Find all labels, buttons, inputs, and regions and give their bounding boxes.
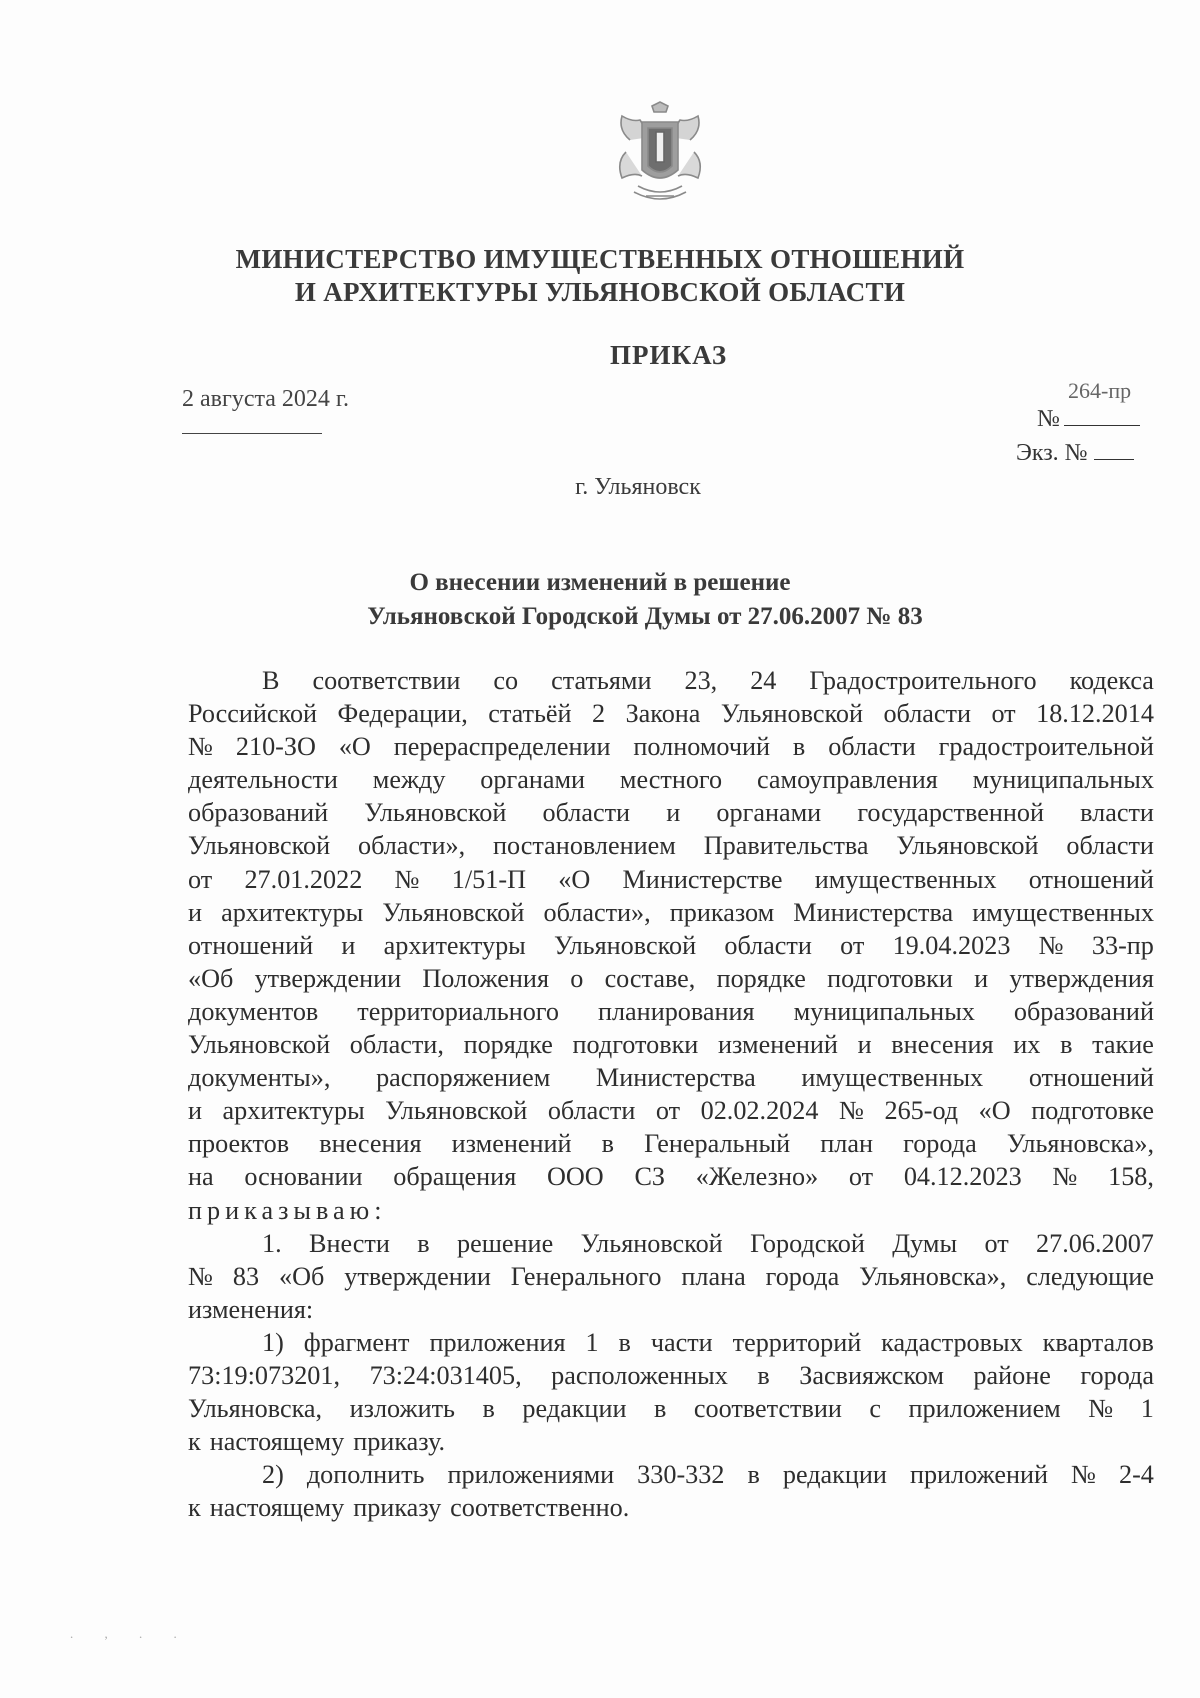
word: фрагмент <box>303 1327 410 1357</box>
word: «Об <box>279 1261 325 1291</box>
city-name: г. Ульяновск <box>575 474 701 500</box>
word: настоящему <box>209 1493 345 1523</box>
word: 158, <box>1108 1162 1154 1192</box>
word: план <box>820 1129 873 1159</box>
word: документы», <box>188 1063 331 1093</box>
word: 73:19:073201, <box>188 1360 341 1390</box>
word: муниципальных <box>793 996 975 1026</box>
word: районе <box>973 1360 1051 1390</box>
subitem-1-line <box>188 1392 1154 1425</box>
number-blank-line <box>1064 407 1140 426</box>
word: отношений <box>1028 1063 1154 1093</box>
word: обращения <box>393 1162 517 1192</box>
scan-specks: . , . . <box>70 1626 191 1641</box>
word: внесения <box>319 1129 422 1159</box>
word: на <box>188 1162 214 1192</box>
word: между <box>372 765 446 795</box>
preamble-line <box>188 896 1154 929</box>
preamble-line <box>188 863 1154 896</box>
word: порядке <box>716 963 806 993</box>
word: области <box>547 1096 636 1126</box>
word: Ульяновской <box>385 1096 528 1126</box>
word: 18.12.2014 <box>1036 699 1154 729</box>
word: с <box>869 1394 882 1424</box>
word: Ульяновска», <box>1006 1129 1154 1159</box>
word: изменений <box>718 1030 838 1060</box>
word: Ульяновской <box>188 1030 331 1060</box>
word: распоряжением <box>376 1063 551 1093</box>
word: планирования <box>597 996 755 1026</box>
word: Ульяновской <box>554 930 697 960</box>
word: в <box>417 1228 430 1258</box>
copy-number-field <box>1016 440 1134 467</box>
item-1-line <box>188 1260 1154 1293</box>
word: ООО <box>546 1162 604 1192</box>
word: города <box>1080 1360 1154 1390</box>
word: редакции <box>782 1460 887 1490</box>
word: приказом <box>669 897 775 927</box>
word: Засвияжском <box>799 1360 944 1390</box>
word: 1. <box>262 1228 282 1258</box>
word: следующие <box>1026 1261 1154 1291</box>
word: 83 <box>232 1261 260 1291</box>
word: порядке <box>463 1030 553 1060</box>
word: территориального <box>357 996 559 1026</box>
word: такие <box>1092 1030 1154 1060</box>
word: изменений <box>451 1129 572 1159</box>
word: и <box>188 897 203 927</box>
word: кварталов <box>1042 1327 1154 1357</box>
word: 04.12.2023 <box>903 1162 1022 1192</box>
word: Ульяновской <box>580 1228 723 1258</box>
word: Ульяновской <box>896 831 1039 861</box>
subitem-1-line <box>188 1326 1154 1359</box>
item-1-line <box>188 1227 1154 1260</box>
word: к <box>188 1427 201 1457</box>
word: СЗ <box>634 1162 666 1192</box>
word: их <box>1013 1030 1041 1060</box>
word: изменения: <box>188 1294 314 1324</box>
word: Российской <box>188 699 318 729</box>
word: 210-ЗО <box>235 732 316 762</box>
copy-number-blank-line <box>1094 441 1134 460</box>
word: о <box>570 963 584 993</box>
word: Ульяновской <box>364 798 507 828</box>
word: от <box>984 1228 1009 1258</box>
word: от <box>848 1162 874 1192</box>
word: Закона <box>625 699 701 729</box>
word: изложить <box>349 1394 455 1424</box>
word: в <box>482 1394 495 1424</box>
word: 33-пр <box>1091 930 1154 960</box>
word: 24 <box>750 666 777 695</box>
word: составе, <box>604 963 696 993</box>
word: № <box>1088 1394 1114 1424</box>
word: градостроительной <box>938 732 1154 762</box>
word: кадастровых <box>881 1327 1023 1357</box>
word: самоуправления <box>756 765 938 795</box>
preamble-line <box>188 1061 1154 1094</box>
word: и <box>857 1030 872 1060</box>
coat-of-arms-emblem <box>612 100 708 208</box>
word: органами <box>716 798 822 828</box>
word: приказу. <box>353 1427 446 1457</box>
document-date: 2 августа 2024 г. <box>182 386 350 412</box>
document-number: 264-пр <box>1068 378 1132 403</box>
word: статьями <box>551 666 652 695</box>
preamble-line <box>188 664 1154 697</box>
preamble-line <box>188 1028 1154 1061</box>
word: «Железно» <box>695 1162 819 1192</box>
date-underline <box>182 433 322 434</box>
preamble-line <box>188 796 1154 829</box>
subject-line1: О внесении изменений в решение <box>409 569 791 596</box>
word: деятельности <box>188 765 338 795</box>
word: Министерстве <box>622 864 783 894</box>
word: Ульяновской <box>720 699 863 729</box>
item-1-line <box>188 1293 1154 1326</box>
word: 1 <box>1140 1394 1154 1424</box>
word: В <box>262 666 280 695</box>
word: настоящему <box>209 1427 345 1457</box>
word: Ульяновска, <box>188 1394 323 1424</box>
word: редакции <box>522 1394 627 1424</box>
subject-line2: Ульяновской Городской Думы от 27.06.2007 № 83 <box>367 603 923 630</box>
word: кодекса <box>1069 666 1154 695</box>
word: 19.04.2023 <box>892 930 1011 960</box>
word: отношений <box>188 930 314 960</box>
word: Думы <box>892 1228 958 1258</box>
word: архитектуры <box>222 1096 365 1126</box>
word: основании <box>244 1162 363 1192</box>
word: Градостроительного <box>809 666 1037 695</box>
order-word-line <box>188 1194 1154 1227</box>
word: № <box>838 1096 864 1126</box>
word: 27.01.2022 <box>244 864 363 894</box>
word: статьёй <box>488 699 572 729</box>
word: проектов <box>188 1129 290 1159</box>
word: № <box>394 864 420 894</box>
word: образований <box>188 798 329 828</box>
word: 2 <box>592 699 606 729</box>
word: от <box>655 1096 681 1126</box>
word: полномочий <box>633 732 771 762</box>
word: территорий <box>732 1327 862 1357</box>
word: расположенных <box>551 1360 728 1390</box>
word: власти <box>1080 798 1154 828</box>
order-word: приказываю: <box>188 1195 387 1225</box>
city-line <box>0 474 1200 501</box>
word: № <box>188 1261 213 1291</box>
preamble-line <box>188 697 1154 730</box>
word: 02.02.2024 <box>700 1096 819 1126</box>
word: утверждения <box>1009 963 1154 993</box>
word: отношений <box>1028 864 1154 894</box>
document-subject <box>0 566 1200 634</box>
preamble-line <box>188 730 1154 763</box>
word: 2-4 <box>1118 1460 1154 1490</box>
ministry-name <box>0 243 1200 309</box>
word: образований <box>1013 996 1154 1026</box>
word: органами <box>480 765 586 795</box>
subitem-2-line <box>188 1491 1154 1524</box>
word: от <box>991 699 1016 729</box>
word: и <box>341 930 356 960</box>
word: Городской <box>750 1228 865 1258</box>
subitem-2-line <box>188 1458 1154 1491</box>
word: 2) <box>262 1460 284 1490</box>
word: имущественных <box>814 864 997 894</box>
word: соответствии <box>693 1394 842 1424</box>
word: 23, <box>684 666 718 695</box>
word: Ульяновска», <box>859 1261 1007 1291</box>
word: «Об <box>188 963 234 993</box>
word: местного <box>619 765 723 795</box>
word: внесения <box>891 1030 994 1060</box>
word: имущественных <box>801 1063 984 1093</box>
word: подготовке <box>1031 1096 1154 1126</box>
word: муниципальных <box>972 765 1154 795</box>
preamble-line <box>188 962 1154 995</box>
word: «О <box>978 1096 1011 1126</box>
word: 1 <box>585 1327 599 1357</box>
word: документов <box>188 996 319 1026</box>
word: постановлением <box>493 831 676 861</box>
word: имущественных <box>972 897 1154 927</box>
word: перераспределении <box>393 732 611 762</box>
word: архитектуры <box>383 930 526 960</box>
number-label: № <box>1037 406 1060 432</box>
word: 1) <box>262 1327 284 1357</box>
word: Ульяновской <box>382 897 525 927</box>
word: Ульяновской <box>188 831 331 861</box>
word: области», <box>357 831 466 861</box>
word: приложением <box>908 1394 1061 1424</box>
word: в <box>792 732 806 762</box>
word: от <box>188 864 213 894</box>
word: утверждении <box>254 963 402 993</box>
word: в <box>757 1360 770 1390</box>
word: подготовки <box>827 963 953 993</box>
word: приложения <box>429 1327 566 1357</box>
word: Правительства <box>703 831 869 861</box>
word: и <box>666 798 681 828</box>
word: Генеральный <box>644 1129 791 1159</box>
number-field <box>1037 406 1140 433</box>
word: и <box>974 963 989 993</box>
word: плана <box>681 1261 746 1291</box>
word: соответствии <box>312 666 461 695</box>
subitem-1-line <box>188 1359 1154 1392</box>
word: утверждении <box>344 1261 491 1291</box>
word: Министерства <box>595 1063 756 1093</box>
ministry-name-line1: МИНИСТЕРСТВО ИМУЩЕСТВЕННЫХ ОТНОШЕНИЙ <box>235 244 965 274</box>
word: № <box>188 732 213 762</box>
word: Федерации, <box>337 699 468 729</box>
word: Внести <box>309 1228 390 1258</box>
word: в <box>654 1394 667 1424</box>
word: приказу <box>353 1493 442 1523</box>
word: к <box>188 1493 201 1523</box>
word: города <box>903 1129 977 1159</box>
copy-number-label: Экз. № <box>1016 440 1088 466</box>
word: решение <box>457 1228 554 1258</box>
ministry-name-line2: И АРХИТЕКТУРЫ УЛЬЯНОВСКОЙ ОБЛАСТИ <box>294 277 906 307</box>
word: 330-332 <box>637 1460 725 1490</box>
word: архитектуры <box>221 897 364 927</box>
word: соответственно. <box>450 1493 630 1523</box>
word: приложений <box>909 1460 1048 1490</box>
word: и <box>188 1096 203 1126</box>
word: № <box>1052 1162 1078 1192</box>
document-body <box>188 664 1154 1524</box>
preamble-line <box>188 763 1154 796</box>
word: города <box>765 1261 840 1291</box>
preamble-line <box>188 1160 1154 1193</box>
word: государственной <box>857 798 1044 828</box>
word: 73:24:031405, <box>369 1360 522 1390</box>
word: № <box>1038 930 1064 960</box>
word: области, <box>349 1030 444 1060</box>
word: приложениями <box>447 1460 615 1490</box>
word: подготовки <box>572 1030 699 1060</box>
word: в <box>618 1327 631 1357</box>
word: Генерального <box>510 1261 662 1291</box>
word: области <box>542 798 631 828</box>
document-type: ПРИКАЗ <box>610 340 728 370</box>
word: Положения <box>422 963 549 993</box>
word: в <box>1060 1030 1073 1060</box>
preamble-line <box>188 829 1154 862</box>
word: области», <box>543 897 651 927</box>
word: в <box>601 1129 615 1159</box>
word: 265-од <box>884 1096 959 1126</box>
preamble-line <box>188 995 1154 1028</box>
word: 1/51-П <box>451 864 526 894</box>
word: части <box>650 1327 713 1357</box>
preamble-line <box>188 929 1154 962</box>
preamble-line <box>188 1094 1154 1127</box>
word: «О <box>338 732 371 762</box>
word: области <box>724 930 812 960</box>
word: со <box>493 666 519 695</box>
word: области <box>883 699 971 729</box>
word: Министерства <box>793 897 954 927</box>
subitem-1-line <box>188 1425 1154 1458</box>
word: области <box>828 732 916 762</box>
word: дополнить <box>306 1460 425 1490</box>
word: области <box>1066 831 1154 861</box>
word: 27.06.2007 <box>1036 1228 1154 1258</box>
preamble-line <box>188 1127 1154 1160</box>
word: «О <box>558 864 591 894</box>
word: в <box>747 1460 760 1490</box>
word: № <box>1070 1460 1096 1490</box>
word: от <box>840 930 865 960</box>
